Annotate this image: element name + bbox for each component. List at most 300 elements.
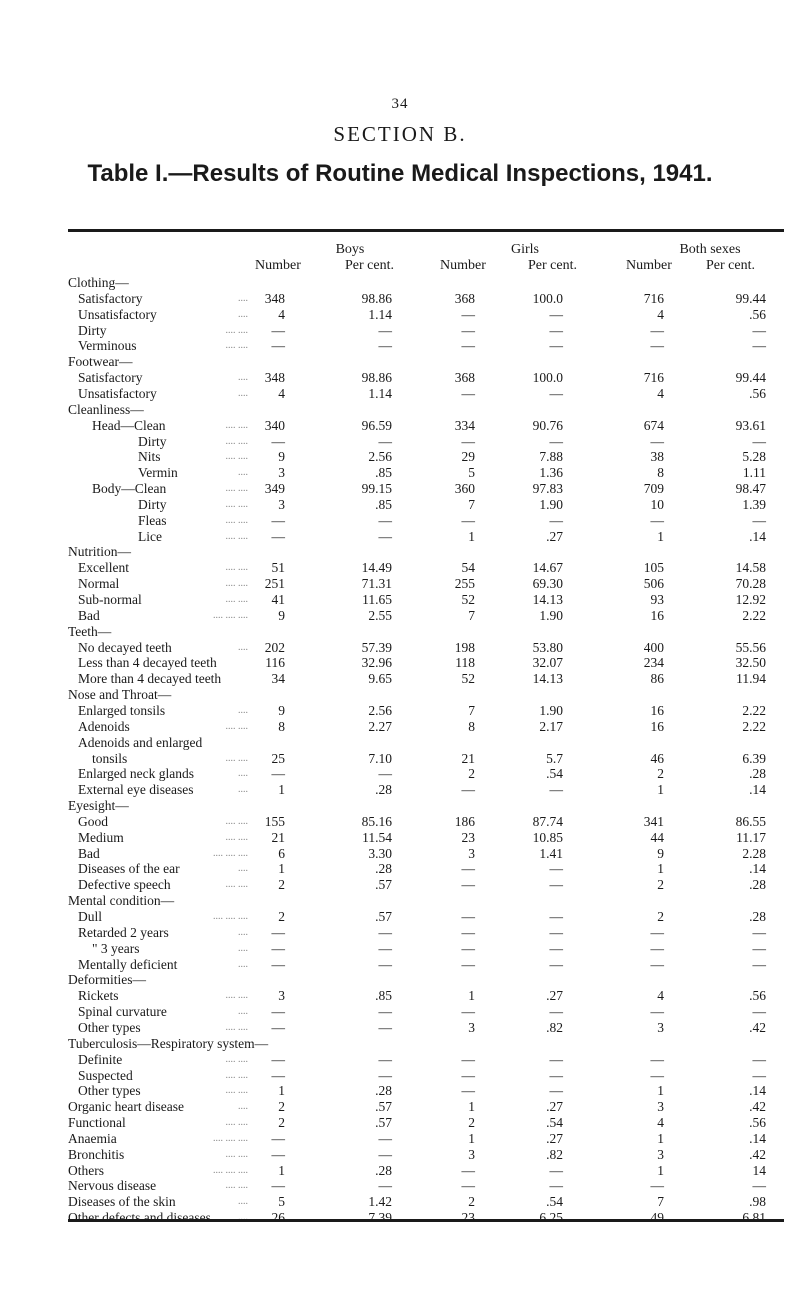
cell-percent: 6.39: [742, 750, 766, 766]
cell-number: 93: [650, 592, 664, 607]
row-label: Diseases of the skin: [68, 1194, 176, 1210]
cell-number: 21: [461, 750, 475, 766]
cell-percent: —: [378, 338, 392, 354]
cell-percent: —: [549, 1083, 563, 1099]
cell-percent: —: [752, 924, 766, 940]
table-row: [0, 782, 800, 798]
row-label: Fleas: [138, 512, 167, 528]
cell-number: 5: [468, 465, 475, 481]
table-row: [0, 1163, 800, 1179]
cell-number: 2: [278, 909, 285, 924]
table-row: [0, 291, 800, 307]
cell-percent: —: [378, 1178, 392, 1194]
cell-number: 348: [264, 290, 285, 306]
leader-dots: .... ....: [225, 815, 248, 827]
cell-number: —: [271, 1004, 285, 1020]
row-label: Nose and Throat—: [68, 687, 172, 703]
row-label: Bad: [78, 607, 100, 623]
table-row: [0, 465, 800, 481]
row-label: Lice: [138, 528, 162, 544]
cell-percent: .54: [546, 1115, 563, 1131]
cell-number: 1: [657, 1162, 664, 1178]
table-row: [0, 560, 800, 576]
cell-number: 16: [650, 718, 664, 734]
cell-number: 3: [468, 1019, 475, 1035]
cell-percent: —: [752, 1051, 766, 1067]
cell-number: —: [461, 1162, 475, 1178]
cell-number: 341: [643, 813, 664, 829]
cell-percent: 98.86: [361, 290, 392, 306]
cell-number: 1: [468, 528, 475, 544]
cell-number: —: [271, 1019, 285, 1035]
cell-number: 1: [657, 528, 664, 544]
cell-percent: 14.49: [361, 560, 392, 576]
cell-number: —: [650, 956, 664, 972]
cell-percent: .27: [546, 1099, 563, 1115]
table-row: [0, 513, 800, 529]
leader-dots: ....: [238, 1101, 248, 1113]
col-head-both-number: Number: [626, 258, 672, 273]
cell-percent: 9.65: [368, 671, 392, 687]
cell-percent: 98.47: [735, 481, 766, 497]
cell-number: —: [461, 924, 475, 940]
cell-number: 334: [454, 417, 475, 433]
cell-percent: —: [549, 909, 563, 924]
cell-number: 86: [650, 671, 664, 687]
cell-number: 1: [278, 1083, 285, 1099]
cell-number: 25: [271, 750, 285, 766]
table-row: [0, 1036, 800, 1052]
table-row: [0, 925, 800, 941]
row-label: Body—Clean: [92, 481, 167, 497]
cell-percent: .27: [546, 1130, 563, 1146]
table-row: [0, 814, 800, 830]
cell-number: —: [271, 766, 285, 782]
leader-dots: .... ....: [225, 720, 248, 732]
row-label: Normal: [78, 576, 120, 592]
cell-percent: 14.58: [735, 560, 766, 576]
leader-dots: ....: [238, 926, 248, 938]
row-label: Footwear—: [68, 354, 133, 370]
cell-number: 44: [650, 829, 664, 845]
cell-percent: 2.27: [368, 718, 392, 734]
cell-number: —: [461, 322, 475, 338]
cell-percent: —: [752, 940, 766, 956]
cell-percent: 7.10: [368, 750, 392, 766]
cell-number: 255: [454, 576, 475, 592]
cell-number: 4: [657, 988, 664, 1004]
leader-dots: .... ....: [225, 594, 248, 605]
cell-percent: 6.81: [742, 1210, 766, 1226]
col-head-both-percent: Per cent.: [706, 258, 755, 273]
cell-percent: .14: [749, 782, 766, 798]
cell-number: —: [461, 1083, 475, 1099]
cell-number: 8: [468, 718, 475, 734]
cell-number: —: [461, 433, 475, 449]
table-row: [0, 846, 800, 862]
cell-percent: 11.54: [362, 829, 392, 845]
cell-percent: 1.36: [539, 465, 563, 481]
cell-percent: —: [752, 956, 766, 972]
leader-dots: .... ....: [225, 879, 248, 891]
leader-dots: ....: [238, 958, 248, 970]
table-row: [0, 703, 800, 719]
row-label: Less than 4 decayed teeth: [78, 655, 217, 671]
leader-dots: .... ....: [225, 1069, 248, 1081]
row-label: Dirty: [138, 496, 167, 512]
leader-dots: .... .... ....: [213, 1132, 248, 1144]
row-label: Nutrition—: [68, 544, 131, 560]
cell-number: 4: [657, 306, 664, 322]
leader-dots: .... ....: [225, 1180, 248, 1192]
row-label: Dirty: [138, 433, 167, 449]
cell-percent: —: [752, 322, 766, 338]
cell-percent: —: [378, 956, 392, 972]
cell-number: 2: [657, 909, 664, 924]
cell-number: —: [650, 1051, 664, 1067]
row-label: Mentally deficient: [78, 956, 178, 972]
table-row: [0, 481, 800, 497]
cell-number: —: [461, 385, 475, 401]
cell-percent: —: [549, 956, 563, 972]
leader-dots: ....: [238, 942, 248, 954]
leader-dots: .... ....: [225, 435, 248, 447]
leader-dots: ....: [238, 467, 248, 479]
cell-percent: 98.86: [361, 370, 392, 386]
cell-number: 52: [461, 592, 475, 607]
row-label: Nervous disease: [68, 1178, 157, 1194]
cell-number: —: [271, 528, 285, 544]
cell-percent: .28: [749, 877, 766, 893]
row-label: Spinal curvature: [78, 1004, 167, 1020]
table-row: [0, 957, 800, 973]
table-row: [0, 830, 800, 846]
cell-percent: —: [378, 1019, 392, 1035]
table-row: [0, 307, 800, 323]
row-label: Medium: [78, 829, 124, 845]
cell-number: 9: [657, 845, 664, 861]
group-head-girls: Girls: [511, 242, 539, 257]
cell-percent: 5.28: [742, 449, 766, 465]
cell-percent: 99.15: [361, 481, 392, 497]
table-row: [0, 1052, 800, 1068]
row-label: Deformities—: [68, 972, 146, 988]
row-label: Definite: [78, 1051, 123, 1067]
row-label: Verminous: [78, 338, 137, 354]
cell-number: 116: [265, 655, 285, 671]
table-row: [0, 1194, 800, 1210]
cell-number: 23: [461, 1210, 475, 1226]
cell-number: 3: [657, 1099, 664, 1115]
cell-percent: —: [549, 861, 563, 877]
cell-percent: .56: [749, 988, 766, 1004]
cell-number: —: [271, 433, 285, 449]
cell-number: —: [650, 1067, 664, 1083]
row-label: Tuberculosis—Respiratory system—: [68, 1035, 269, 1051]
cell-number: 7: [468, 496, 475, 512]
cell-number: —: [271, 956, 285, 972]
row-label: tonsils: [92, 750, 128, 766]
cell-number: 51: [271, 560, 285, 576]
table-row: [0, 861, 800, 877]
cell-percent: —: [549, 1051, 563, 1067]
row-label: Adenoids and enlarged: [78, 734, 203, 750]
cell-percent: 1.14: [368, 385, 392, 401]
cell-number: —: [461, 861, 475, 877]
group-head-both: Both sexes: [679, 242, 741, 257]
cell-number: 1: [278, 782, 285, 798]
cell-percent: —: [549, 1162, 563, 1178]
leader-dots: .... ....: [225, 578, 248, 590]
cell-number: 2: [468, 1194, 475, 1210]
leader-dots: .... .... ....: [213, 1164, 248, 1176]
table-row: [0, 893, 800, 909]
cell-number: —: [271, 1178, 285, 1194]
cell-percent: 2.55: [368, 607, 392, 623]
cell-number: 6: [278, 845, 285, 861]
row-label: Rickets: [78, 988, 119, 1004]
cell-percent: .56: [749, 1115, 766, 1131]
cell-percent: —: [752, 433, 766, 449]
cell-percent: —: [752, 1067, 766, 1083]
cell-percent: 1.90: [539, 702, 563, 718]
cell-number: 1: [657, 782, 664, 798]
table-title: Table I.—Results of Routine Medical Inspections, 1941.: [87, 160, 713, 187]
cell-number: —: [650, 1004, 664, 1020]
cell-number: 7: [468, 702, 475, 718]
cell-percent: —: [549, 322, 563, 338]
cell-percent: —: [549, 1067, 563, 1083]
cell-percent: 2.56: [368, 702, 392, 718]
table-row: [0, 766, 800, 782]
cell-number: 8: [657, 465, 664, 481]
cell-number: 1: [468, 1099, 475, 1115]
col-head-girls-number: Number: [440, 258, 486, 273]
cell-number: 349: [264, 481, 285, 497]
cell-percent: .54: [546, 1194, 563, 1210]
table-row: [0, 434, 800, 450]
cell-number: —: [271, 1067, 285, 1083]
table-row: [0, 1083, 800, 1099]
leader-dots: ....: [238, 387, 248, 399]
leader-dots: .... ....: [225, 562, 248, 574]
row-label: Defective speech: [78, 877, 171, 893]
cell-percent: 1.42: [368, 1194, 392, 1210]
cell-number: 16: [650, 607, 664, 623]
row-label: Dull: [78, 909, 103, 924]
leader-dots: .... ....: [225, 451, 248, 463]
cell-percent: .14: [749, 1083, 766, 1099]
leader-dots: .... .... ....: [213, 847, 248, 859]
cell-percent: —: [549, 338, 563, 354]
cell-number: —: [271, 512, 285, 528]
leader-dots: .... ....: [225, 1021, 248, 1033]
cell-percent: 1.39: [742, 496, 766, 512]
cell-number: 4: [657, 1115, 664, 1131]
row-label: Enlarged neck glands: [78, 766, 194, 782]
cell-number: 400: [643, 639, 664, 655]
row-label: Bronchitis: [68, 1146, 125, 1162]
table-row: [0, 735, 800, 751]
cell-number: 716: [643, 370, 664, 386]
cell-number: 2: [468, 766, 475, 782]
table-row: [0, 909, 800, 925]
cell-percent: —: [378, 1067, 392, 1083]
cell-percent: .28: [375, 861, 392, 877]
row-label: Retarded 2 years: [78, 924, 169, 940]
table-row: [0, 354, 800, 370]
cell-number: 2: [468, 1115, 475, 1131]
cell-number: 2: [657, 877, 664, 893]
row-label: Unsatisfactory: [78, 385, 157, 401]
cell-number: —: [461, 1067, 475, 1083]
table-row: [0, 418, 800, 434]
leader-dots: ....: [238, 1196, 248, 1208]
cell-percent: —: [378, 528, 392, 544]
cell-percent: —: [752, 512, 766, 528]
cell-percent: —: [549, 782, 563, 798]
table-row: [0, 972, 800, 988]
row-label: Eyesight—: [68, 798, 129, 814]
row-label: Other types: [78, 1019, 141, 1035]
cell-percent: .85: [375, 988, 392, 1004]
cell-number: 23: [461, 829, 475, 845]
leader-dots: .... ....: [225, 498, 248, 510]
cell-number: —: [461, 909, 475, 924]
cell-number: 118: [455, 655, 475, 671]
cell-number: 9: [278, 702, 285, 718]
cell-percent: 32.96: [361, 655, 392, 671]
cell-number: 1: [657, 861, 664, 877]
row-label: External eye diseases: [78, 782, 194, 798]
cell-number: 3: [278, 496, 285, 512]
cell-percent: —: [378, 433, 392, 449]
cell-percent: 6.25: [539, 1210, 563, 1226]
cell-number: 38: [650, 449, 664, 465]
table-row: [0, 449, 800, 465]
table-row: [0, 608, 800, 624]
cell-number: 105: [643, 560, 664, 576]
cell-percent: .28: [375, 782, 392, 798]
table-row: [0, 1020, 800, 1036]
cell-percent: 100.0: [532, 290, 563, 306]
leader-dots: ....: [238, 1212, 248, 1224]
cell-number: 4: [657, 385, 664, 401]
row-label: Bad: [78, 845, 100, 861]
cell-number: 3: [278, 465, 285, 481]
leader-dots: .... ....: [225, 530, 248, 542]
table-row: [0, 719, 800, 735]
cell-percent: 2.17: [539, 718, 563, 734]
cell-percent: 97.83: [532, 481, 563, 497]
cell-number: —: [271, 1130, 285, 1146]
cell-percent: —: [378, 766, 392, 782]
cell-number: 234: [643, 655, 664, 671]
cell-number: 506: [643, 576, 664, 592]
row-label: Anaemia: [68, 1130, 117, 1146]
leader-dots: .... ....: [225, 1085, 248, 1097]
cell-number: 9: [278, 449, 285, 465]
cell-number: —: [271, 1051, 285, 1067]
table-row: [0, 1004, 800, 1020]
row-label: Other types: [78, 1083, 141, 1099]
cell-number: 7: [468, 607, 475, 623]
cell-percent: 96.59: [361, 417, 392, 433]
table-row: [0, 370, 800, 386]
row-label: Diseases of the ear: [78, 861, 180, 877]
cell-number: —: [461, 956, 475, 972]
table-row: [0, 671, 800, 687]
cell-percent: 1.14: [368, 306, 392, 322]
leader-dots: .... ....: [225, 1117, 248, 1129]
cell-percent: 1.41: [539, 845, 563, 861]
row-label: Others: [68, 1162, 104, 1178]
cell-number: —: [461, 940, 475, 956]
cell-number: 5: [278, 1194, 285, 1210]
leader-dots: .... .... ....: [213, 911, 248, 922]
cell-percent: 1.90: [539, 607, 563, 623]
cell-number: 54: [461, 560, 475, 576]
table-row: [0, 497, 800, 513]
cell-percent: 2.22: [742, 702, 766, 718]
table-row: [0, 544, 800, 560]
cell-percent: 100.0: [532, 370, 563, 386]
row-label: No decayed teeth: [78, 639, 172, 655]
cell-number: —: [271, 940, 285, 956]
row-label: Enlarged tonsils: [78, 702, 166, 718]
cell-number: 1: [278, 861, 285, 877]
cell-percent: 55.56: [735, 639, 766, 655]
cell-percent: .42: [749, 1019, 766, 1035]
cell-number: 1: [278, 1162, 285, 1178]
table-row: [0, 1131, 800, 1147]
cell-number: 21: [271, 829, 285, 845]
table-row: [0, 1068, 800, 1084]
cell-percent: .57: [375, 1115, 392, 1131]
table-row: [0, 751, 800, 767]
cell-number: 8: [278, 718, 285, 734]
group-head-boys: Boys: [335, 242, 365, 257]
leader-dots: ....: [238, 372, 248, 384]
cell-number: —: [650, 338, 664, 354]
section-title: SECTION B.: [333, 122, 467, 146]
cell-percent: 32.50: [735, 655, 766, 671]
row-label: Nits: [138, 449, 161, 465]
row-label: Functional: [68, 1115, 126, 1131]
leader-dots: ....: [238, 768, 248, 780]
cell-percent: .28: [749, 766, 766, 782]
cell-percent: 87.74: [532, 813, 563, 829]
cell-number: 2: [278, 1099, 285, 1115]
cell-number: 29: [461, 449, 475, 465]
cell-percent: .28: [375, 1083, 392, 1099]
row-label: Excellent: [78, 560, 129, 576]
cell-percent: —: [549, 433, 563, 449]
leader-dots: .... ....: [225, 831, 248, 843]
cell-percent: 99.44: [735, 290, 766, 306]
cell-percent: 71.31: [361, 576, 392, 592]
cell-percent: .27: [546, 528, 563, 544]
cell-number: 3: [468, 1146, 475, 1162]
page-number: 34: [391, 96, 409, 112]
cell-percent: 14: [752, 1162, 766, 1178]
table-row: [0, 877, 800, 893]
row-label: Adenoids: [78, 718, 130, 734]
table-row: [0, 402, 800, 418]
cell-percent: 93.61: [735, 417, 766, 433]
cell-number: 2: [278, 877, 285, 893]
cell-number: 2: [657, 766, 664, 782]
